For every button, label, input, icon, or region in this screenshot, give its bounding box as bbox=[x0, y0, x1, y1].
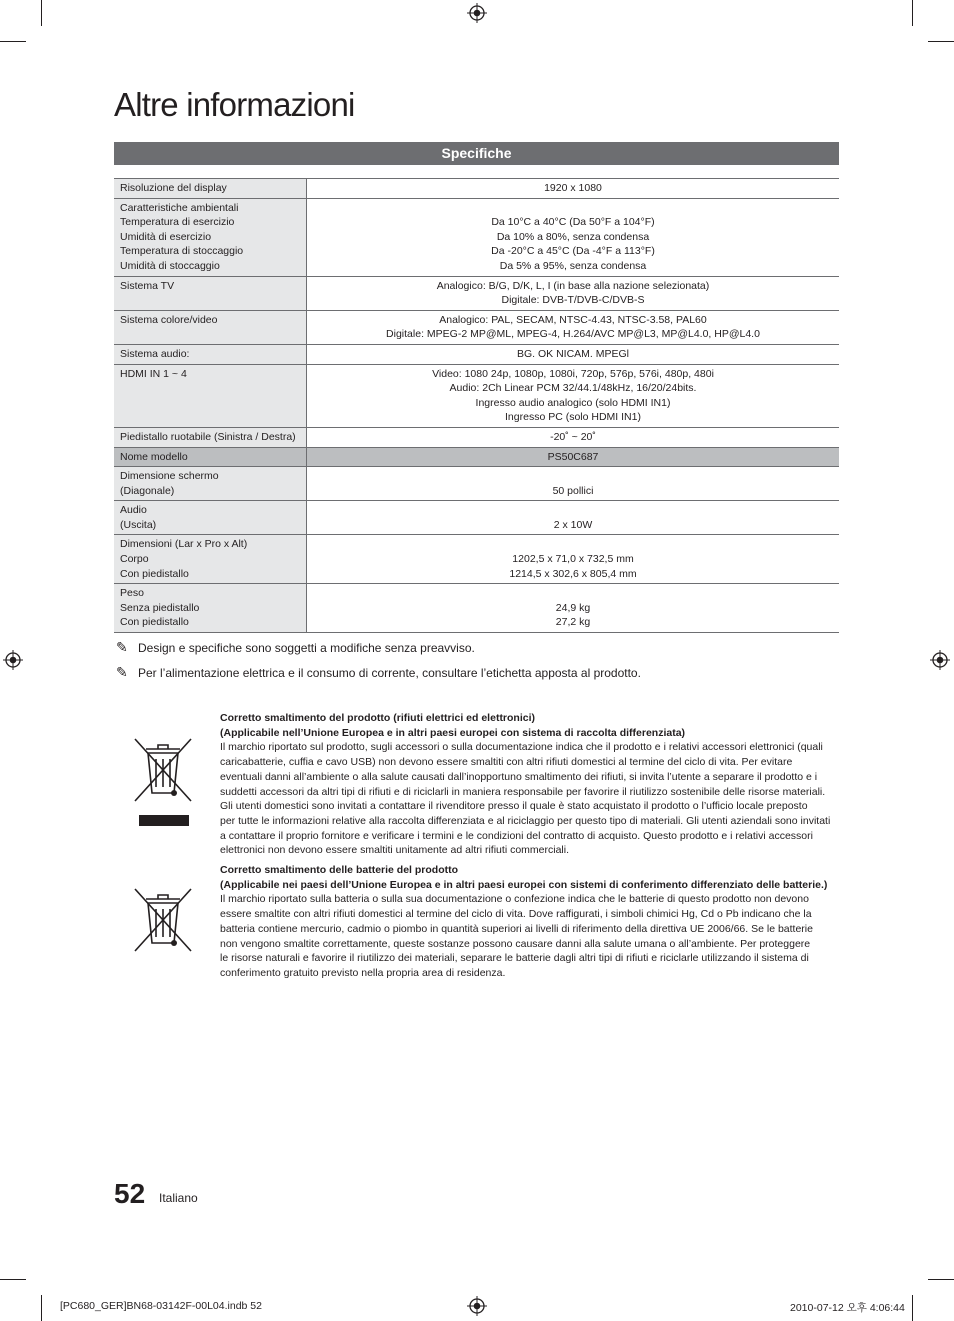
spec-value bbox=[307, 501, 840, 535]
spec-label-line: Sistema colore/video bbox=[120, 313, 218, 326]
disposal-body-line: conferimento gratuito previsto nella propria area di residenza. bbox=[220, 966, 506, 979]
spec-row bbox=[114, 276, 839, 310]
crop-mark bbox=[41, 1295, 42, 1321]
crop-mark bbox=[928, 41, 954, 42]
spec-label bbox=[114, 447, 307, 467]
spec-label bbox=[114, 427, 307, 447]
spec-label bbox=[114, 310, 307, 344]
disposal-body-line: suddetti accessori da altri tipi di rifiuti e di riciclarli in maniera responsabile per favorire il riutilizzo sostenibile delle risorse materiali. bbox=[220, 785, 826, 798]
spec-value-line: 50 pollici bbox=[552, 484, 594, 497]
registration-mark-icon bbox=[930, 650, 950, 670]
spec-label-line: Piedistallo ruotabile (Sinistra / Destra) bbox=[120, 430, 296, 443]
page-title: Altre informazioni bbox=[114, 86, 355, 123]
spec-value bbox=[307, 467, 840, 501]
spec-label-line: (Uscita) bbox=[120, 518, 157, 531]
spec-label bbox=[114, 467, 307, 501]
disposal-body-line: eventuali danni all’ambiente o alla salute causati dall’inopportuno smaltimento dei rifiuti, si invita l’utente a separare il prodotto e i bbox=[220, 770, 818, 783]
disposal-weee bbox=[220, 711, 832, 858]
page-number: 52 bbox=[114, 1178, 146, 1209]
disposal-body-line: Il marchio riportato sulla batteria o sulla sua documentazione o confezione indica che le batterie di questo prodotto non devono bbox=[220, 893, 809, 906]
spec-label bbox=[114, 198, 307, 276]
note-pen-icon: ✎ bbox=[116, 639, 128, 655]
disposal-body bbox=[220, 740, 832, 858]
spec-value bbox=[307, 535, 840, 584]
spec-row bbox=[114, 198, 839, 276]
spec-label bbox=[114, 535, 307, 584]
spec-row bbox=[114, 584, 839, 633]
disposal-body-line: caricabatterie, cuffia e cavo USB) non devono essere smaltiti con altri rifiuti domestici al termine del ciclo di vita. Per evitare bbox=[220, 756, 793, 769]
weee-bin-icon bbox=[132, 735, 194, 827]
section-title: Specifiche bbox=[114, 142, 839, 165]
spec-value-line: 1214,5 x 302,6 x 805,4 mm bbox=[509, 567, 637, 580]
disposal-heading: Corretto smaltimento delle batterie del prodotto bbox=[220, 864, 459, 876]
registration-mark-icon bbox=[467, 1296, 487, 1316]
spec-value-line: 24,9 kg bbox=[555, 601, 591, 614]
spec-value bbox=[307, 344, 840, 364]
spec-row bbox=[114, 535, 839, 584]
crop-mark bbox=[928, 1279, 954, 1280]
note-text: Per l’alimentazione elettrica e il consumo di corrente, consultare l’etichetta apposta al prodotto. bbox=[138, 666, 641, 680]
spec-value bbox=[307, 364, 840, 427]
disposal-subheading: (Applicabile nell’Unione Europea e in altri paesi europei con sistema di raccolta differenziata) bbox=[220, 726, 686, 739]
crop-mark bbox=[912, 0, 913, 26]
spec-row bbox=[114, 364, 839, 427]
spec-value-line: Audio: 2Ch Linear PCM 32/44.1/48kHz, 16/20/24bits. bbox=[449, 382, 697, 395]
spec-value bbox=[307, 179, 840, 199]
disposal-body-line: batteria contiene mercurio, cadmio o piombo in quantità superiori ai livelli di riferimento della direttiva UE 2006/66. Se le batterie bbox=[220, 922, 813, 935]
note-item bbox=[116, 641, 641, 666]
registration-mark-icon bbox=[3, 650, 23, 670]
note-text: Design e specifiche sono soggetti a modifiche senza preavviso. bbox=[138, 641, 475, 655]
spec-row bbox=[114, 427, 839, 447]
spec-label-line: Umidità di esercizio bbox=[120, 230, 212, 243]
disposal-body bbox=[220, 892, 832, 980]
spec-row bbox=[114, 467, 839, 501]
spec-label-line: Dimensioni (Lar x Pro x Alt) bbox=[120, 538, 248, 551]
spec-value-line: 1202,5 x 71,0 x 732,5 mm bbox=[512, 553, 634, 566]
disposal-body-line: per tutte le informazioni relative alla raccolta differenziata e al riciclaggio per questo tipo di materiali. Gli utenti aziendali sono invitati bbox=[220, 814, 831, 827]
spec-value-line: PS50C687 bbox=[547, 450, 599, 463]
registration-mark-icon bbox=[467, 3, 487, 23]
crop-mark bbox=[41, 0, 42, 26]
spec-value-line: Analogico: PAL, SECAM, NTSC-4.43, NTSC-3.58, PAL60 bbox=[439, 313, 707, 326]
spec-value bbox=[307, 310, 840, 344]
spec-label-line: Senza piedistallo bbox=[120, 601, 200, 614]
spec-label bbox=[114, 276, 307, 310]
spec-value-line: Da -20°C a 45°C (Da -4°F a 113°F) bbox=[491, 245, 655, 258]
spec-value-line: Analogico: B/G, D/K, L, I (in base alla nazione selezionata) bbox=[436, 279, 710, 292]
notes bbox=[116, 641, 641, 691]
spec-label-line: Peso bbox=[120, 587, 144, 600]
spec-label-line: (Diagonale) bbox=[120, 484, 175, 497]
spec-row bbox=[114, 344, 839, 364]
crop-mark bbox=[0, 41, 26, 42]
spec-label-line: Sistema TV bbox=[120, 279, 175, 292]
spec-value bbox=[307, 584, 840, 633]
spec-label-line: Umidità di stoccaggio bbox=[120, 259, 220, 272]
crop-mark bbox=[912, 1295, 913, 1321]
spec-value-line: 27,2 kg bbox=[555, 616, 591, 629]
spec-value-line: Da 10°C a 40°C (Da 50°F a 104°F) bbox=[491, 216, 655, 229]
print-slug-right: 2010-07-12 오후 4:06:44 bbox=[790, 1302, 905, 1314]
spec-label-line: Temperatura di esercizio bbox=[120, 216, 235, 229]
spec-label bbox=[114, 584, 307, 633]
spec-value bbox=[307, 447, 840, 467]
spec-value-line: 2 x 10W bbox=[553, 518, 593, 531]
spec-value-line: Digitale: MPEG-2 MP@ML, MPEG-4, H.264/AVC MP@L3, MP@L4.0, HP@L4.0 bbox=[386, 328, 760, 341]
spec-label-line: Risoluzione del display bbox=[120, 182, 227, 194]
spec-label-line: Temperatura di stoccaggio bbox=[120, 245, 244, 258]
spec-label bbox=[114, 501, 307, 535]
spec-label-line: Nome modello bbox=[120, 450, 188, 463]
spec-value-line: Ingresso audio analogico (solo HDMI IN1) bbox=[475, 396, 671, 409]
spec-value bbox=[307, 427, 840, 447]
note-item bbox=[116, 666, 641, 691]
spec-label bbox=[114, 179, 307, 199]
disposal-body-line: essere smaltite con altri rifiuti domestici al termine del ciclo di vita. Dove raffigurati, i simboli chimici Hg, Cd o Pb indicano che la bbox=[220, 908, 812, 921]
spec-value-line: Video: 1080 24p, 1080p, 1080i, 720p, 576p, 576i, 480p, 480i bbox=[432, 367, 714, 380]
spec-table bbox=[114, 178, 839, 633]
spec-label-line: Caratteristiche ambientali bbox=[120, 201, 239, 214]
spec-value bbox=[307, 198, 840, 276]
disposal-subheading: (Applicabile nei paesi dell’Unione Europea e in altri paesi europei con sistemi di conferimento differenziato delle batterie.) bbox=[220, 878, 828, 891]
print-slug-left: [PC680_GER]BN68-03142F-00L04.indb 52 bbox=[60, 1300, 262, 1312]
spec-label-line: Dimensione schermo bbox=[120, 470, 219, 483]
spec-label-line: Audio bbox=[120, 504, 147, 517]
spec-value-line: Digitale: DVB-T/DVB-C/DVB-S bbox=[501, 294, 645, 307]
spec-label bbox=[114, 344, 307, 364]
spec-row bbox=[114, 179, 839, 199]
spec-value-line: 1920 x 1080 bbox=[544, 182, 602, 194]
spec-row bbox=[114, 447, 839, 467]
spec-value-line: BG. OK NICAM. MPEGl bbox=[516, 347, 629, 360]
page-language: Italiano bbox=[159, 1191, 198, 1205]
spec-value bbox=[307, 276, 840, 310]
battery-bin-icon bbox=[132, 887, 194, 955]
spec-label-line: Con piedistallo bbox=[120, 616, 189, 629]
spec-label bbox=[114, 364, 307, 427]
spec-value-line: -20˚ ~ 20˚ bbox=[550, 430, 596, 443]
spec-value-line: Da 5% a 95%, senza condensa bbox=[499, 259, 647, 272]
disposal-body-line: non vengono smaltite correttamente, queste sostanze possono causare danni alla salute umana o all’ambiente. Per proteggere bbox=[220, 937, 811, 950]
spec-label-line: Con piedistallo bbox=[120, 567, 189, 580]
spec-label-line: Sistema audio: bbox=[120, 347, 190, 360]
disposal-body-line: elettronici non devono essere smaltiti unitamente ad altri rifiuti commerciali. bbox=[220, 844, 569, 857]
spec-label-line: HDMI IN 1 ~ 4 bbox=[120, 367, 187, 380]
spec-value-line: Da 10% a 80%, senza condensa bbox=[496, 230, 650, 243]
spec-value-line: Ingresso PC (solo HDMI IN1) bbox=[505, 411, 641, 424]
disposal-body-line: Gli utenti domestici sono invitati a contattare il rivenditore presso il quale è stato acquistato il prodotto o l’ufficio locale preposto bbox=[220, 800, 808, 813]
crop-mark bbox=[0, 1279, 26, 1280]
disposal-heading: Corretto smaltimento del prodotto (rifiuti elettrici ed elettronici) bbox=[220, 712, 536, 724]
spec-row bbox=[114, 310, 839, 344]
spec-row bbox=[114, 501, 839, 535]
spec-label-line: Corpo bbox=[120, 553, 149, 566]
note-pen-icon: ✎ bbox=[116, 664, 128, 680]
disposal-body-line: le risorse naturali e favorire il riutilizzo dei materiali, separare le batterie dagli altri tipi di rifiuti e riciclarle utilizzando il sistema di bbox=[220, 952, 809, 965]
disposal-body-line: Il marchio riportato sul prodotto, sugli accessori o sulla documentazione indica che il prodotto e i relativi accessori elettronici (quali bbox=[220, 741, 823, 754]
disposal-battery bbox=[220, 863, 832, 981]
disposal-body-line: a contattare il proprio fornitore e verificare i termini e le condizioni del contratto di acquisto. Questo prodotto e i relativi accessori bbox=[220, 829, 813, 842]
